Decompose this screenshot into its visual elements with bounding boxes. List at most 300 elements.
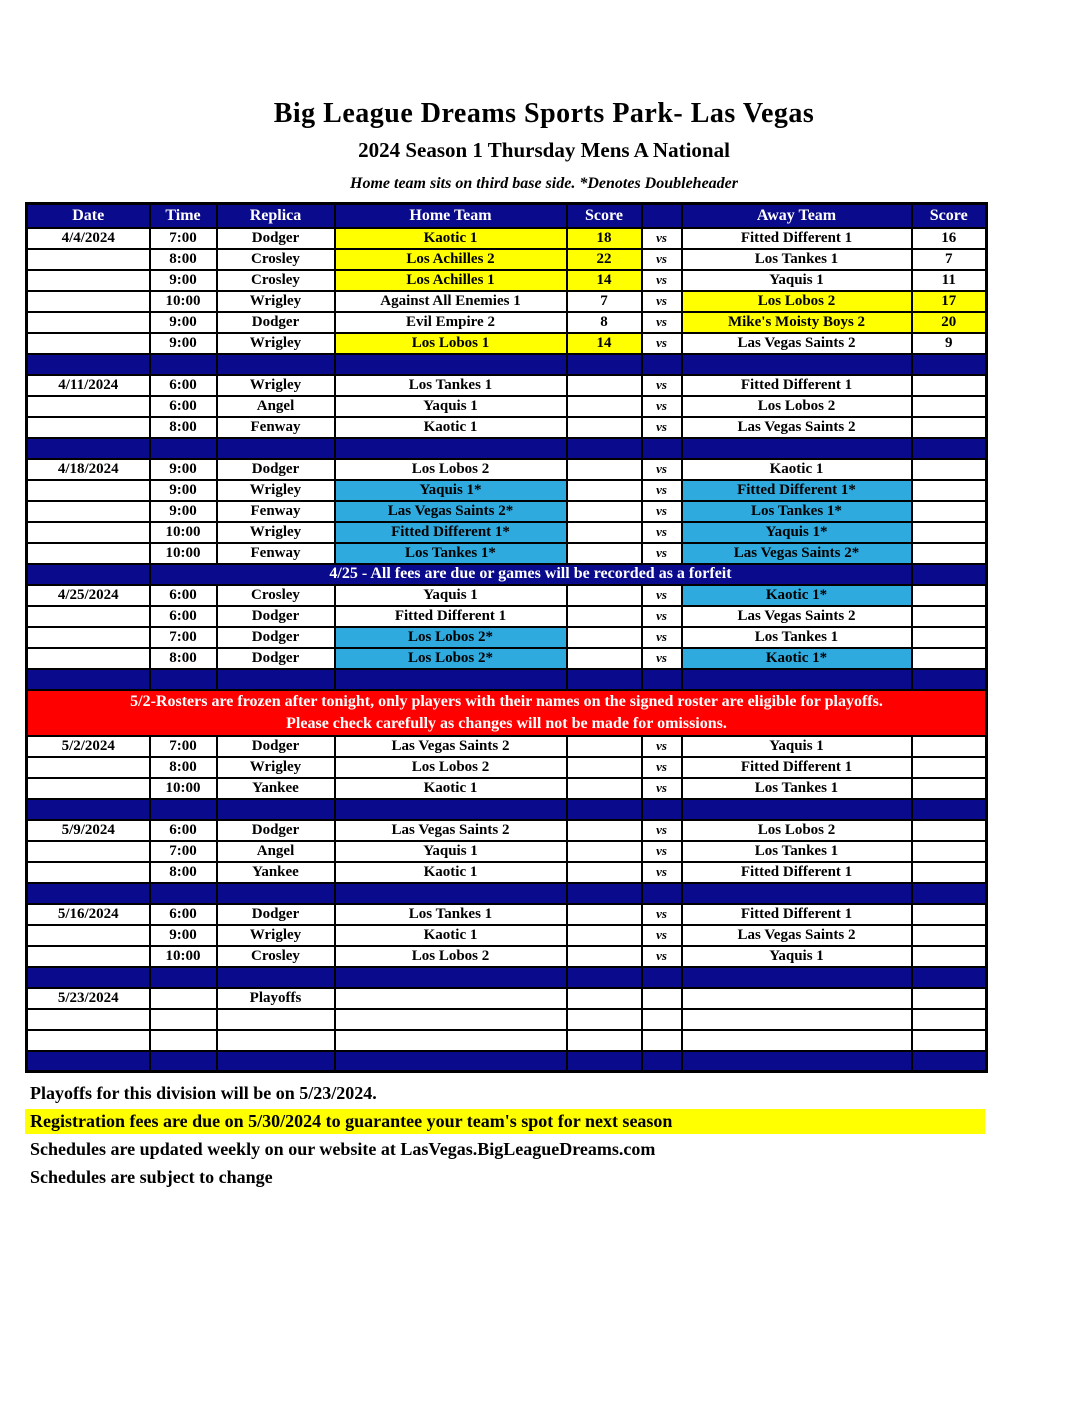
table-header xyxy=(27,204,987,228)
date-cell xyxy=(27,1009,150,1030)
away-team-cell: Yaquis 1 xyxy=(682,270,912,291)
game-row xyxy=(27,820,987,841)
away-score-cell xyxy=(912,1030,987,1051)
away-score-cell xyxy=(912,904,987,925)
away-score-cell xyxy=(912,757,987,778)
separator-cell xyxy=(567,883,642,904)
replica-cell: Dodger xyxy=(217,228,335,249)
home-team-cell: Yaquis 1 xyxy=(335,585,567,606)
time-cell: 8:00 xyxy=(150,249,217,270)
away-score-cell xyxy=(912,543,987,564)
home-score-cell: 7 xyxy=(567,291,642,312)
page-subtitle: 2024 Season 1 Thursday Mens A National xyxy=(358,138,730,162)
away-score-cell xyxy=(912,778,987,799)
date-cell xyxy=(27,606,150,627)
time-cell: 9:00 xyxy=(150,925,217,946)
date-cell: 5/9/2024 xyxy=(27,820,150,841)
home-score-cell: 14 xyxy=(567,333,642,354)
away-score-cell: 9 xyxy=(912,333,987,354)
replica-cell: Wrigley xyxy=(217,291,335,312)
time-cell: 10:00 xyxy=(150,946,217,967)
away-team-cell: Fitted Different 1* xyxy=(682,480,912,501)
separator-cell xyxy=(642,438,682,459)
vs-cell xyxy=(642,1009,682,1030)
away-team-cell: Mike's Moisty Boys 2 xyxy=(682,312,912,333)
home-score-cell xyxy=(567,375,642,396)
navy-banner-row xyxy=(27,564,987,585)
header-score-7: Score xyxy=(912,204,987,228)
away-score-cell xyxy=(912,946,987,967)
time-cell: 6:00 xyxy=(150,396,217,417)
vs-cell: vs xyxy=(642,459,682,480)
home-team-cell: Las Vegas Saints 2 xyxy=(335,820,567,841)
vs-cell xyxy=(642,1030,682,1051)
table-body xyxy=(27,228,987,1072)
home-team-cell: Against All Enemies 1 xyxy=(335,291,567,312)
time-cell: 7:00 xyxy=(150,736,217,757)
game-row xyxy=(27,480,987,501)
away-score-cell xyxy=(912,522,987,543)
away-team-cell xyxy=(682,988,912,1009)
time-cell: 7:00 xyxy=(150,228,217,249)
replica-cell: Fenway xyxy=(217,417,335,438)
date-cell xyxy=(27,946,150,967)
home-score-cell xyxy=(567,417,642,438)
date-cell: 4/11/2024 xyxy=(27,375,150,396)
vs-cell: vs xyxy=(642,757,682,778)
vs-cell: vs xyxy=(642,417,682,438)
separator-cell xyxy=(150,967,217,988)
separator-row xyxy=(27,354,987,375)
date-cell: 4/18/2024 xyxy=(27,459,150,480)
home-team-cell: Kaotic 1 xyxy=(335,925,567,946)
away-score-cell xyxy=(912,820,987,841)
time-cell: 6:00 xyxy=(150,820,217,841)
home-score-cell xyxy=(567,757,642,778)
separator-cell xyxy=(335,438,567,459)
vs-cell: vs xyxy=(642,820,682,841)
footer-registration-note: Registration fees are due on 5/30/2024 to guarantee your team's spot for next season xyxy=(25,1109,985,1134)
home-score-cell xyxy=(567,1030,642,1051)
away-team-cell xyxy=(682,1030,912,1051)
home-team-cell: Kaotic 1 xyxy=(335,417,567,438)
separator-cell xyxy=(682,799,912,820)
home-team-cell: Los Tankes 1 xyxy=(335,375,567,396)
separator-cell xyxy=(217,799,335,820)
separator-cell xyxy=(150,354,217,375)
page-title: Big League Dreams Sports Park- Las Vegas xyxy=(273,98,815,129)
home-team-cell xyxy=(335,1009,567,1030)
separator-cell xyxy=(335,967,567,988)
separator-row xyxy=(27,438,987,459)
away-score-cell xyxy=(912,480,987,501)
vs-cell: vs xyxy=(642,585,682,606)
game-row xyxy=(27,501,987,522)
home-score-cell: 18 xyxy=(567,228,642,249)
date-cell xyxy=(27,249,150,270)
table-header-row xyxy=(27,204,987,228)
replica-cell: Yankee xyxy=(217,862,335,883)
time-cell xyxy=(150,1030,217,1051)
separator-cell xyxy=(912,1051,987,1072)
date-cell xyxy=(27,648,150,669)
home-score-cell xyxy=(567,904,642,925)
game-row xyxy=(27,459,987,480)
away-score-cell: 20 xyxy=(912,312,987,333)
home-score-cell: 8 xyxy=(567,312,642,333)
time-cell: 9:00 xyxy=(150,270,217,291)
game-row xyxy=(27,904,987,925)
home-team-cell: Los Achilles 2 xyxy=(335,249,567,270)
replica-cell: Yankee xyxy=(217,778,335,799)
separator-cell xyxy=(912,799,987,820)
separator-cell xyxy=(335,354,567,375)
away-score-cell xyxy=(912,396,987,417)
header-replica-2: Replica xyxy=(217,204,335,228)
date-cell xyxy=(27,841,150,862)
separator-cell xyxy=(642,799,682,820)
vs-cell: vs xyxy=(642,904,682,925)
time-cell: 6:00 xyxy=(150,375,217,396)
date-cell xyxy=(27,312,150,333)
away-team-cell: Las Vegas Saints 2 xyxy=(682,606,912,627)
game-row xyxy=(27,946,987,967)
separator-cell xyxy=(682,1051,912,1072)
plain-row xyxy=(27,1009,987,1030)
vs-cell: vs xyxy=(642,543,682,564)
home-team-cell: Fitted Different 1* xyxy=(335,522,567,543)
separator-cell xyxy=(912,438,987,459)
away-team-cell: Yaquis 1 xyxy=(682,946,912,967)
replica-cell: Angel xyxy=(217,396,335,417)
vs-cell: vs xyxy=(642,270,682,291)
separator-cell xyxy=(567,438,642,459)
replica-cell: Dodger xyxy=(217,904,335,925)
vs-cell: vs xyxy=(642,606,682,627)
time-cell: 8:00 xyxy=(150,757,217,778)
time-cell: 9:00 xyxy=(150,312,217,333)
replica-cell: Fenway xyxy=(217,501,335,522)
time-cell: 9:00 xyxy=(150,459,217,480)
vs-cell: vs xyxy=(642,396,682,417)
home-team-cell: Yaquis 1 xyxy=(335,396,567,417)
time-cell: 8:00 xyxy=(150,417,217,438)
home-score-cell xyxy=(567,925,642,946)
home-score-cell xyxy=(567,988,642,1009)
away-team-cell: Los Lobos 2 xyxy=(682,291,912,312)
away-team-cell: Kaotic 1* xyxy=(682,585,912,606)
separator-cell xyxy=(217,669,335,690)
home-score-cell xyxy=(567,1009,642,1030)
separator-cell xyxy=(150,669,217,690)
footer-notes xyxy=(25,1081,985,1190)
separator-cell xyxy=(567,354,642,375)
date-cell xyxy=(27,417,150,438)
date-cell: 4/25/2024 xyxy=(27,585,150,606)
replica-cell: Wrigley xyxy=(217,480,335,501)
replica-cell: Wrigley xyxy=(217,925,335,946)
time-cell: 9:00 xyxy=(150,333,217,354)
away-score-cell xyxy=(912,841,987,862)
date-cell xyxy=(27,543,150,564)
away-team-cell: Los Lobos 2 xyxy=(682,820,912,841)
home-team-cell: Los Lobos 2 xyxy=(335,757,567,778)
separator-cell xyxy=(682,669,912,690)
home-score-cell xyxy=(567,778,642,799)
replica-cell: Wrigley xyxy=(217,522,335,543)
replica-cell: Crosley xyxy=(217,249,335,270)
home-team-cell: Yaquis 1* xyxy=(335,480,567,501)
header-score-4: Score xyxy=(567,204,642,228)
vs-cell: vs xyxy=(642,291,682,312)
game-row xyxy=(27,627,987,648)
navy-banner-text-cell: 4/25 - All fees are due or games will be recorded as a forfeit xyxy=(150,564,912,585)
separator-cell xyxy=(912,669,987,690)
game-row xyxy=(27,543,987,564)
away-score-cell: 17 xyxy=(912,291,987,312)
away-team-cell: Los Tankes 1 xyxy=(682,841,912,862)
home-team-cell xyxy=(335,988,567,1009)
vs-cell: vs xyxy=(642,249,682,270)
separator-cell xyxy=(642,883,682,904)
away-score-cell xyxy=(912,925,987,946)
separator-cell xyxy=(642,1051,682,1072)
date-cell xyxy=(27,1030,150,1051)
separator-cell xyxy=(150,883,217,904)
vs-cell: vs xyxy=(642,333,682,354)
replica-cell: Angel xyxy=(217,841,335,862)
replica-cell: Crosley xyxy=(217,270,335,291)
away-team-cell xyxy=(682,1009,912,1030)
home-team-cell: Los Lobos 2* xyxy=(335,627,567,648)
separator-cell xyxy=(27,669,150,690)
home-score-cell xyxy=(567,459,642,480)
home-team-cell: Las Vegas Saints 2 xyxy=(335,736,567,757)
separator-cell xyxy=(682,883,912,904)
plain-row xyxy=(27,988,987,1009)
vs-cell: vs xyxy=(642,522,682,543)
game-row xyxy=(27,925,987,946)
separator-cell xyxy=(567,669,642,690)
away-team-cell: Fitted Different 1 xyxy=(682,757,912,778)
vs-cell: vs xyxy=(642,228,682,249)
date-cell xyxy=(27,522,150,543)
date-cell xyxy=(27,501,150,522)
tagline-note: Home team sits on third base side. *Denotes Doubleheader xyxy=(350,175,738,192)
date-cell xyxy=(27,396,150,417)
home-score-cell xyxy=(567,480,642,501)
away-team-cell: Fitted Different 1 xyxy=(682,228,912,249)
separator-cell xyxy=(217,438,335,459)
vs-cell xyxy=(642,988,682,1009)
home-score-cell xyxy=(567,736,642,757)
vs-cell: vs xyxy=(642,501,682,522)
separator-row xyxy=(27,1051,987,1072)
home-team-cell: Yaquis 1 xyxy=(335,841,567,862)
time-cell: 6:00 xyxy=(150,585,217,606)
date-cell: 5/16/2024 xyxy=(27,904,150,925)
replica-cell: Dodger xyxy=(217,820,335,841)
away-score-cell: 7 xyxy=(912,249,987,270)
home-team-cell: Fitted Different 1 xyxy=(335,606,567,627)
home-team-cell: Los Tankes 1* xyxy=(335,543,567,564)
game-row xyxy=(27,736,987,757)
red-banner-line: Please check carefully as changes will not be made for omissions. xyxy=(286,714,727,732)
time-cell: 6:00 xyxy=(150,904,217,925)
red-banner-row xyxy=(27,690,987,736)
separator-cell xyxy=(217,354,335,375)
game-row xyxy=(27,417,987,438)
separator-cell xyxy=(567,799,642,820)
game-row xyxy=(27,333,987,354)
time-cell: 10:00 xyxy=(150,778,217,799)
separator-row xyxy=(27,799,987,820)
separator-cell xyxy=(567,1051,642,1072)
time-cell: 9:00 xyxy=(150,480,217,501)
away-score-cell xyxy=(912,585,987,606)
date-cell xyxy=(27,270,150,291)
header-date-0: Date xyxy=(27,204,150,228)
separator-cell xyxy=(27,354,150,375)
date-cell xyxy=(27,925,150,946)
away-team-cell: Los Tankes 1 xyxy=(682,778,912,799)
home-team-cell: Las Vegas Saints 2* xyxy=(335,501,567,522)
separator-cell xyxy=(217,967,335,988)
game-row xyxy=(27,585,987,606)
separator-cell xyxy=(27,1051,150,1072)
header-away-team-6: Away Team xyxy=(682,204,912,228)
replica-cell xyxy=(217,1009,335,1030)
away-team-cell: Los Tankes 1* xyxy=(682,501,912,522)
away-team-cell: Kaotic 1 xyxy=(682,459,912,480)
home-team-cell: Kaotic 1 xyxy=(335,778,567,799)
header-vs xyxy=(642,204,682,228)
home-score-cell xyxy=(567,585,642,606)
game-row xyxy=(27,606,987,627)
separator-cell xyxy=(567,967,642,988)
away-team-cell: Las Vegas Saints 2 xyxy=(682,417,912,438)
game-row xyxy=(27,757,987,778)
home-score-cell xyxy=(567,946,642,967)
home-score-cell xyxy=(567,501,642,522)
vs-cell: vs xyxy=(642,627,682,648)
home-score-cell xyxy=(567,862,642,883)
away-team-cell: Los Lobos 2 xyxy=(682,396,912,417)
away-score-cell xyxy=(912,988,987,1009)
date-cell xyxy=(27,627,150,648)
separator-cell xyxy=(912,354,987,375)
home-team-cell: Los Lobos 2* xyxy=(335,648,567,669)
separator-cell xyxy=(642,354,682,375)
date-cell: 4/4/2024 xyxy=(27,228,150,249)
replica-cell: Wrigley xyxy=(217,375,335,396)
replica-cell: Dodger xyxy=(217,736,335,757)
away-score-cell xyxy=(912,417,987,438)
separator-cell xyxy=(335,883,567,904)
time-cell: 10:00 xyxy=(150,522,217,543)
time-cell xyxy=(150,988,217,1009)
time-cell: 7:00 xyxy=(150,841,217,862)
footer-playoffs-note: Playoffs for this division will be on 5/23/2024. xyxy=(30,1083,377,1103)
replica-cell: Fenway xyxy=(217,543,335,564)
separator-cell xyxy=(335,1051,567,1072)
header-time-1: Time xyxy=(150,204,217,228)
vs-cell: vs xyxy=(642,648,682,669)
vs-cell: vs xyxy=(642,480,682,501)
separator-cell xyxy=(217,1051,335,1072)
replica-cell: Dodger xyxy=(217,312,335,333)
header-home-team-3: Home Team xyxy=(335,204,567,228)
banner-score-cell xyxy=(912,564,987,585)
home-score-cell xyxy=(567,820,642,841)
game-row xyxy=(27,778,987,799)
away-score-cell xyxy=(912,375,987,396)
date-cell xyxy=(27,778,150,799)
footer-website-note: Schedules are updated weekly on our website at LasVegas.BigLeagueDreams.com xyxy=(30,1139,656,1159)
separator-row xyxy=(27,669,987,690)
home-team-cell: Los Lobos 2 xyxy=(335,946,567,967)
game-row xyxy=(27,249,987,270)
vs-cell: vs xyxy=(642,312,682,333)
time-cell: 10:00 xyxy=(150,543,217,564)
time-cell: 10:00 xyxy=(150,291,217,312)
home-team-cell: Kaotic 1 xyxy=(335,862,567,883)
home-score-cell xyxy=(567,543,642,564)
vs-cell: vs xyxy=(642,841,682,862)
replica-cell: Dodger xyxy=(217,627,335,648)
red-banner-text-cell xyxy=(27,690,987,736)
replica-cell: Crosley xyxy=(217,946,335,967)
time-cell xyxy=(150,1009,217,1030)
home-team-cell: Los Lobos 2 xyxy=(335,459,567,480)
away-team-cell: Fitted Different 1 xyxy=(682,904,912,925)
away-team-cell: Fitted Different 1 xyxy=(682,862,912,883)
home-score-cell: 14 xyxy=(567,270,642,291)
separator-cell xyxy=(27,883,150,904)
home-team-cell: Los Achilles 1 xyxy=(335,270,567,291)
away-score-cell xyxy=(912,606,987,627)
away-score-cell xyxy=(912,862,987,883)
separator-cell xyxy=(150,799,217,820)
game-row xyxy=(27,270,987,291)
home-team-cell xyxy=(335,1030,567,1051)
separator-cell xyxy=(150,438,217,459)
game-row xyxy=(27,291,987,312)
date-cell xyxy=(27,291,150,312)
away-team-cell: Kaotic 1* xyxy=(682,648,912,669)
away-team-cell: Yaquis 1 xyxy=(682,736,912,757)
footer-change-note: Schedules are subject to change xyxy=(30,1167,273,1187)
away-team-cell: Yaquis 1* xyxy=(682,522,912,543)
away-team-cell: Las Vegas Saints 2 xyxy=(682,333,912,354)
replica-cell: Playoffs xyxy=(217,988,335,1009)
home-team-cell: Los Lobos 1 xyxy=(335,333,567,354)
replica-cell: Dodger xyxy=(217,459,335,480)
away-team-cell: Los Tankes 1 xyxy=(682,627,912,648)
separator-cell xyxy=(335,669,567,690)
vs-cell: vs xyxy=(642,946,682,967)
replica-cell: Dodger xyxy=(217,648,335,669)
time-cell: 6:00 xyxy=(150,606,217,627)
away-score-cell xyxy=(912,736,987,757)
replica-cell: Dodger xyxy=(217,606,335,627)
date-cell xyxy=(27,333,150,354)
vs-cell: vs xyxy=(642,862,682,883)
home-team-cell: Kaotic 1 xyxy=(335,228,567,249)
away-score-cell: 16 xyxy=(912,228,987,249)
home-score-cell xyxy=(567,606,642,627)
separator-cell xyxy=(642,967,682,988)
